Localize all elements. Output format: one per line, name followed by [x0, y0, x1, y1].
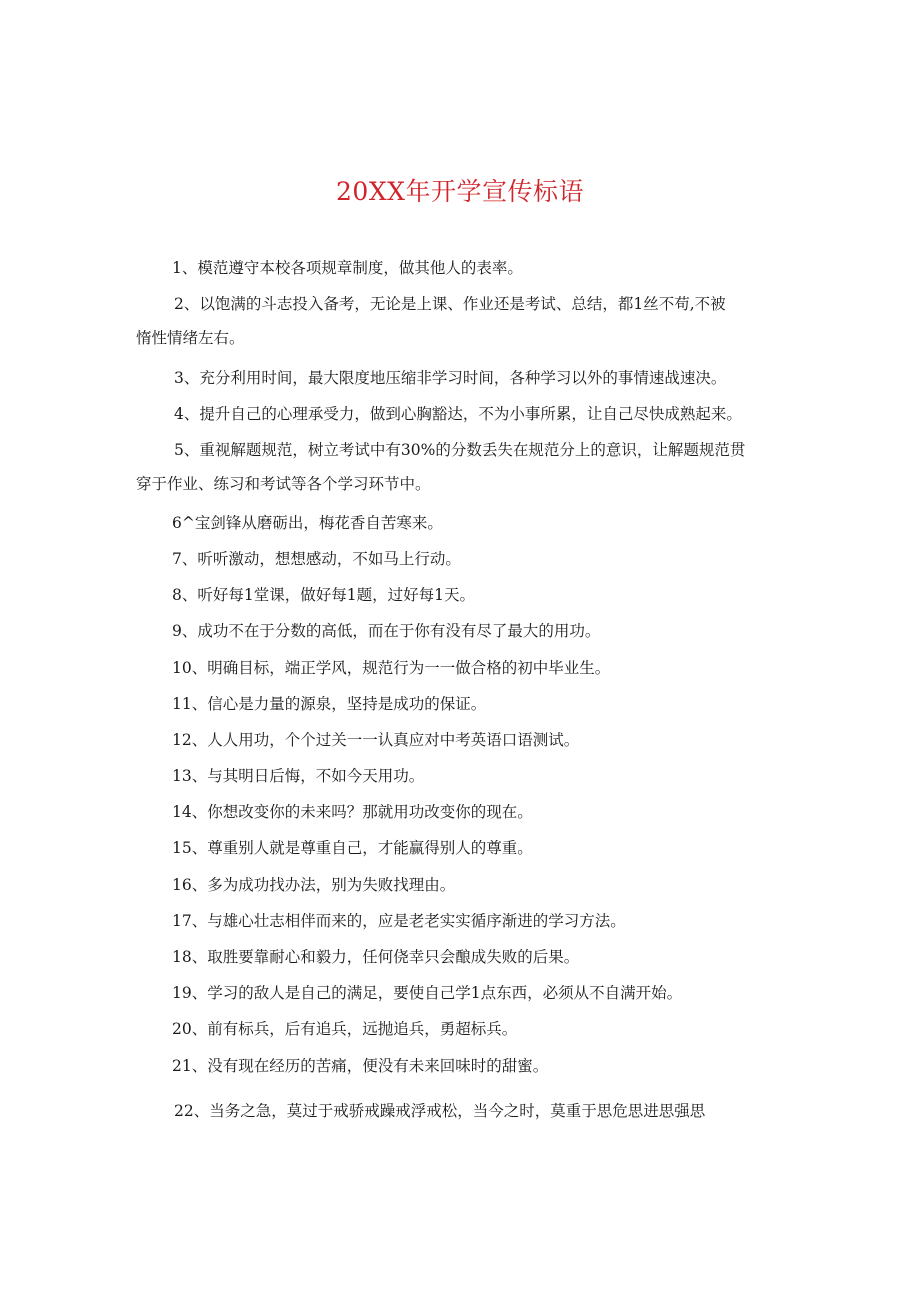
document-title: 20XX年开学宣传标语: [336, 177, 584, 206]
slogan-text: 9、成功不在于分数的高低，而在于你有没有尽了最大的用功。: [172, 622, 601, 640]
slogan-item-14: [172, 795, 792, 829]
slogan-item-18: [172, 940, 792, 974]
slogan-text-continued: 穿于作业、练习和考试等各个学习环节中。: [136, 475, 431, 493]
slogan-item-10: [172, 651, 792, 685]
slogan-text: 5、重视解题规范，树立考试中有30%的分数丢失在规范分上的意识，让解题规范贯: [174, 441, 746, 459]
slogan-item-17: [172, 904, 792, 938]
slogan-item-11: [172, 687, 792, 721]
slogan-text: 20、前有标兵，后有追兵，远抛追兵，勇超标兵。: [172, 1020, 518, 1038]
slogan-text: 7、听听激动，想想感动，不如马上行动。: [172, 550, 461, 568]
slogan-item-16: [172, 868, 792, 902]
slogan-text: 6^宝剑锋从磨砺出，梅花香自苦寒来。: [172, 514, 443, 532]
slogan-text-continued: 惰性情绪左右。: [136, 329, 245, 347]
slogan-item-4: [174, 397, 794, 431]
slogan-item-22: [174, 1094, 794, 1128]
slogan-item-9: [172, 614, 792, 648]
slogan-text: 11、信心是力量的源泉，坚持是成功的保证。: [172, 695, 487, 713]
slogan-item-6: [172, 506, 792, 540]
slogan-text: 19、学习的敌人是自己的满足，要使自己学1点东西，必须从不自满开始。: [172, 984, 683, 1002]
slogan-item-15: [172, 831, 792, 865]
slogan-text: 14、你想改变你的未来吗？那就用功改变你的现在。: [172, 803, 533, 821]
slogan-item-1: [172, 251, 792, 285]
slogan-text: 3、充分利用时间，最大限度地压缩非学习时间，各种学习以外的事情速战速决。: [174, 369, 727, 387]
slogan-item-8: [172, 578, 792, 612]
slogan-item-19: [172, 976, 792, 1010]
slogan-text: 2、以饱满的斗志投入备考，无论是上课、作业还是考试、总结，都1丝不苟,不被: [174, 295, 726, 313]
slogan-item-3: [174, 361, 794, 395]
slogan-text: 8、听好每1堂课，做好每1题，过好每1天。: [172, 586, 475, 604]
slogan-text: 18、取胜要靠耐心和毅力，任何侥幸只会酿成失败的后果。: [172, 948, 580, 966]
slogan-text: 22、当务之急，莫过于戒骄戒躁戒浮戒松，当今之时，莫重于思危思进思强思: [174, 1102, 706, 1120]
slogan-item-5: [136, 433, 794, 501]
slogan-item-12: [172, 723, 792, 757]
slogan-item-21: [172, 1049, 792, 1083]
slogan-text: 1、模范遵守本校各项规章制度，做其他人的表率。: [172, 259, 523, 277]
slogan-text: 15、尊重别人就是尊重自己，才能赢得别人的尊重。: [172, 839, 533, 857]
slogan-text: 16、多为成功找办法，别为失败找理由。: [172, 876, 456, 894]
slogan-item-13: [172, 759, 792, 793]
slogan-item-2: [136, 287, 794, 355]
slogan-text: 12、人人用功，个个过关一一认真应对中考英语口语测试。: [172, 731, 580, 749]
slogan-text: 21、没有现在经历的苦痛，便没有未来回味时的甜蜜。: [172, 1057, 549, 1075]
slogan-item-7: [172, 542, 792, 576]
slogan-item-20: [172, 1012, 792, 1046]
slogan-text: 13、与其明日后悔，不如今天用功。: [172, 767, 425, 785]
slogan-text: 4、提升自己的心理承受力，做到心胸豁达，不为小事所累，让自己尽快成熟起来。: [174, 405, 742, 423]
slogan-text: 17、与雄心壮志相伴而来的，应是老老实实循序渐进的学习方法。: [172, 912, 626, 930]
slogan-text: 10、明确目标，端正学风，规范行为一一做合格的初中毕业生。: [172, 659, 611, 677]
